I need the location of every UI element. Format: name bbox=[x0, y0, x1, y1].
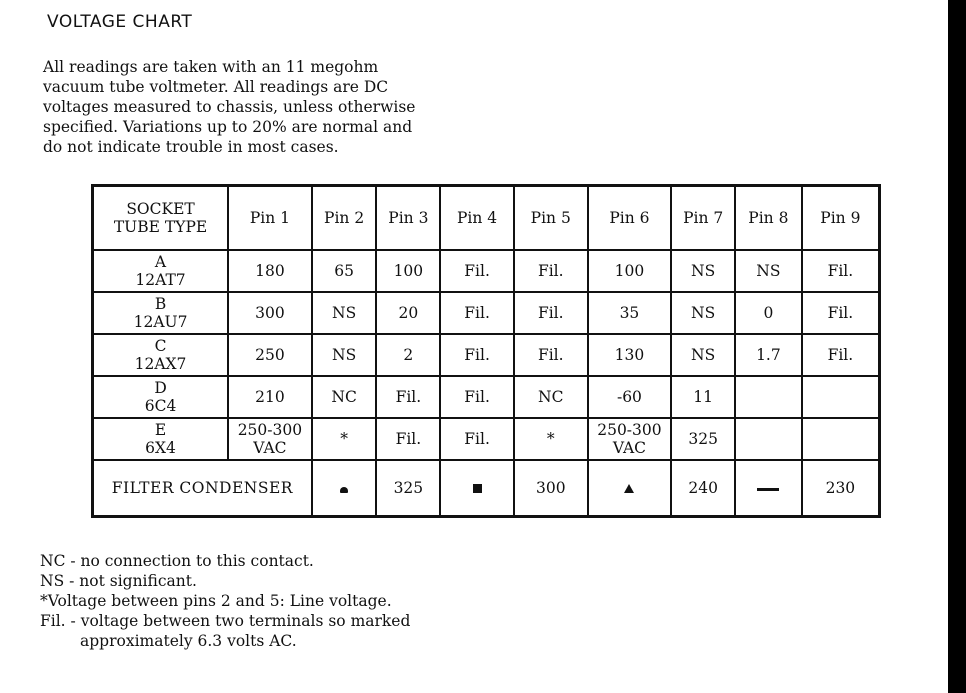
table-cell: NC bbox=[514, 376, 588, 418]
dot-symbol-icon bbox=[340, 487, 348, 493]
table-cell: NS bbox=[671, 292, 735, 334]
header-socket bbox=[93, 186, 229, 251]
table-cell: Fil. bbox=[514, 334, 588, 376]
square-symbol-icon bbox=[473, 484, 482, 493]
intro-line: do not indicate trouble in most cases. bbox=[43, 138, 339, 156]
header-socket-label: SOCKET bbox=[126, 200, 195, 218]
filter-cell: 230 bbox=[802, 460, 880, 517]
table-cell: 210 bbox=[228, 376, 312, 418]
filter-cell: 300 bbox=[514, 460, 588, 517]
table-cell: 65 bbox=[312, 250, 377, 292]
table-cell: Fil. bbox=[440, 418, 514, 460]
note-line: NS - not significant. bbox=[40, 572, 197, 590]
socket-letter: B bbox=[154, 295, 167, 313]
table-cell: Fil. bbox=[440, 376, 514, 418]
table-row bbox=[93, 334, 880, 376]
tube-type: 12AT7 bbox=[135, 271, 186, 289]
table-row bbox=[93, 250, 880, 292]
table-cell: NC bbox=[312, 376, 377, 418]
filter-cell: 240 bbox=[671, 460, 735, 517]
table-cell: NS bbox=[312, 292, 377, 334]
filter-cell bbox=[312, 460, 377, 517]
table-cell: 20 bbox=[376, 292, 440, 334]
cell-line: 250-300 bbox=[237, 421, 303, 439]
table-cell: 250 bbox=[228, 334, 312, 376]
intro-paragraph bbox=[43, 57, 473, 157]
table-cell: -60 bbox=[588, 376, 672, 418]
table-cell: 300 bbox=[228, 292, 312, 334]
table-cell: 100 bbox=[588, 250, 672, 292]
table-cell: 35 bbox=[588, 292, 672, 334]
cell-line: VAC bbox=[253, 439, 287, 457]
table-cell: 180 bbox=[228, 250, 312, 292]
table-cell: NS bbox=[671, 334, 735, 376]
table-cell bbox=[802, 418, 880, 460]
note-line: approximately 6.3 volts AC. bbox=[80, 632, 297, 650]
socket-cell bbox=[93, 376, 229, 418]
header-pin: Pin 3 bbox=[376, 186, 440, 251]
table-cell: Fil. bbox=[440, 334, 514, 376]
table-cell: 100 bbox=[376, 250, 440, 292]
table-cell: * bbox=[312, 418, 377, 460]
header-pin: Pin 2 bbox=[312, 186, 377, 251]
header-pin: Pin 1 bbox=[228, 186, 312, 251]
socket-cell bbox=[93, 334, 229, 376]
table-cell: Fil. bbox=[440, 292, 514, 334]
filter-condenser-label: FILTER CONDENSER bbox=[93, 460, 312, 517]
tube-type: 6C4 bbox=[144, 397, 177, 415]
cell-line: VAC bbox=[612, 439, 647, 457]
notes-legend bbox=[40, 551, 500, 651]
tube-type: 12AX7 bbox=[134, 355, 187, 373]
table-cell bbox=[802, 376, 880, 418]
intro-line: All readings are taken with an 11 megohm bbox=[43, 58, 379, 76]
table-cell: Fil. bbox=[802, 334, 880, 376]
filter-cell bbox=[735, 460, 802, 517]
triangle-symbol-icon bbox=[624, 484, 634, 493]
table-cell: NS bbox=[312, 334, 377, 376]
header-pin: Pin 5 bbox=[514, 186, 588, 251]
note-line: NC - no connection to this contact. bbox=[40, 552, 314, 570]
intro-line: vacuum tube voltmeter. All readings are DC bbox=[43, 78, 389, 96]
intro-line: voltages measured to chassis, unless otherwise bbox=[43, 98, 416, 116]
header-pin: Pin 4 bbox=[440, 186, 514, 251]
table-cell: 130 bbox=[588, 334, 672, 376]
table-cell: NS bbox=[735, 250, 802, 292]
socket-cell bbox=[93, 250, 229, 292]
table-row bbox=[93, 376, 880, 418]
table-cell: NS bbox=[671, 250, 735, 292]
cell-line: 250-300 bbox=[597, 421, 662, 439]
table-cell: Fil. bbox=[514, 250, 588, 292]
table-row bbox=[93, 292, 880, 334]
header-pin: Pin 9 bbox=[802, 186, 880, 251]
table-cell bbox=[735, 418, 802, 460]
table-cell: 0 bbox=[735, 292, 802, 334]
table-cell bbox=[588, 418, 672, 460]
table-cell: * bbox=[514, 418, 588, 460]
note-line: Fil. - voltage between two terminals so marked bbox=[40, 612, 411, 630]
header-pin: Pin 8 bbox=[735, 186, 802, 251]
dash-symbol-icon bbox=[757, 488, 779, 491]
table-header-row bbox=[93, 186, 880, 251]
intro-line: specified. Variations up to 20% are normal and bbox=[43, 118, 413, 136]
table-cell: Fil. bbox=[376, 418, 440, 460]
table-cell bbox=[228, 418, 312, 460]
table-cell: 2 bbox=[376, 334, 440, 376]
table-row bbox=[93, 418, 880, 460]
socket-cell bbox=[93, 418, 229, 460]
table-cell: Fil. bbox=[376, 376, 440, 418]
filter-cell: 325 bbox=[376, 460, 440, 517]
table-cell: 1.7 bbox=[735, 334, 802, 376]
header-tube-type-label: TUBE TYPE bbox=[113, 218, 208, 236]
filter-cell bbox=[588, 460, 672, 517]
socket-letter: D bbox=[154, 379, 167, 397]
table-cell: 11 bbox=[671, 376, 735, 418]
socket-letter: C bbox=[154, 337, 167, 355]
socket-cell bbox=[93, 292, 229, 334]
filter-condenser-row bbox=[93, 460, 880, 517]
filter-cell bbox=[440, 460, 514, 517]
socket-letter: A bbox=[154, 253, 167, 271]
header-pin: Pin 6 bbox=[588, 186, 672, 251]
tube-type: 6X4 bbox=[145, 439, 176, 457]
table-cell: Fil. bbox=[440, 250, 514, 292]
socket-letter: E bbox=[154, 421, 167, 439]
tube-type: 12AU7 bbox=[133, 313, 188, 331]
table-cell: Fil. bbox=[802, 250, 880, 292]
header-pin: Pin 7 bbox=[671, 186, 735, 251]
page-title: VOLTAGE CHART bbox=[47, 12, 193, 32]
voltage-table bbox=[91, 184, 881, 518]
table-cell: Fil. bbox=[802, 292, 880, 334]
table-cell bbox=[735, 376, 802, 418]
table-cell: 325 bbox=[671, 418, 735, 460]
note-line: *Voltage between pins 2 and 5: Line voltage. bbox=[40, 592, 392, 610]
table-cell: Fil. bbox=[514, 292, 588, 334]
